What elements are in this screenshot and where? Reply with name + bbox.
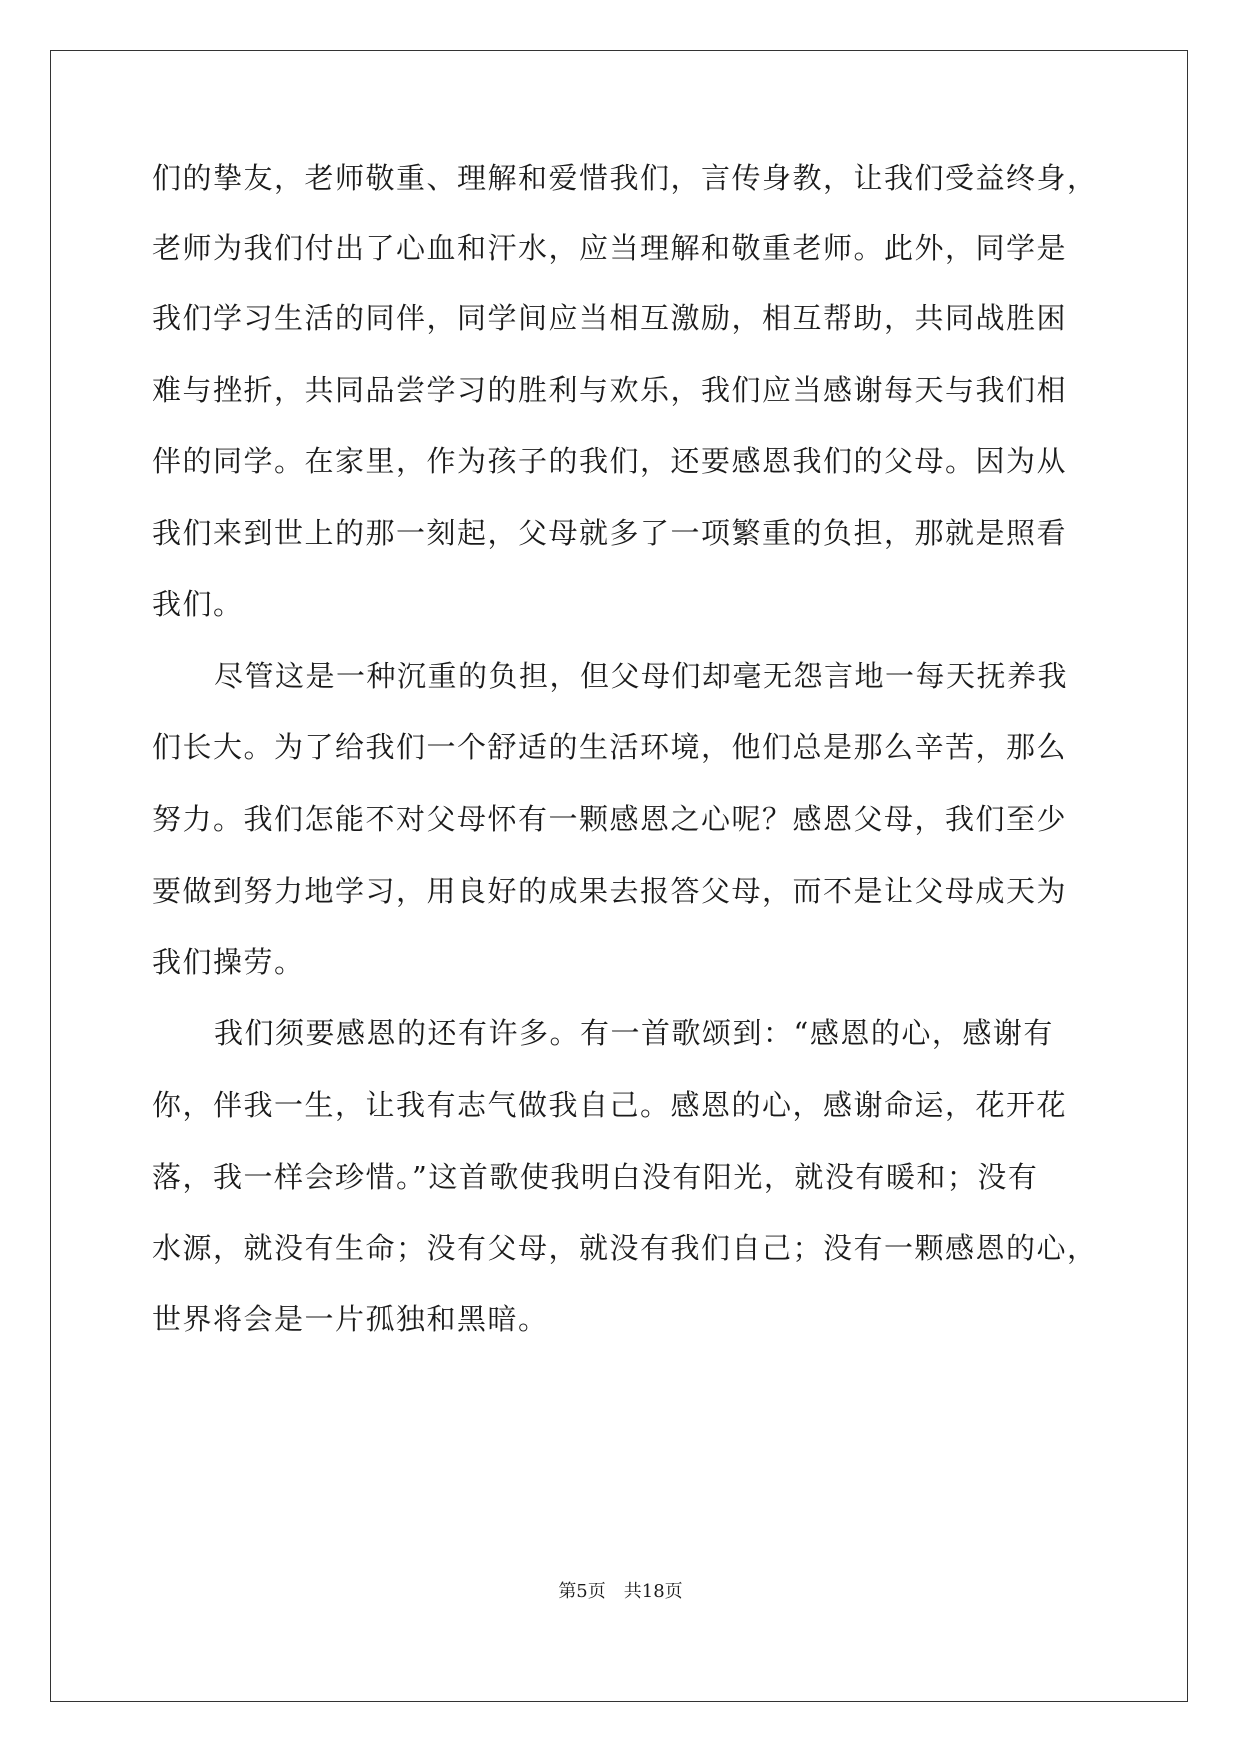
text-line: 我们学习生活的同伴，同学间应当相互激励，相互帮助，共同战胜困 bbox=[152, 301, 1068, 335]
text-line: 我们。 bbox=[152, 587, 244, 621]
text-line: 我们来到世上的那一刻起，父母就多了一项繁重的负担，那就是照看 bbox=[152, 516, 1068, 550]
text-line: 们的挚友，老师敬重、理解和爱惜我们，言传身教，让我们受益终身， bbox=[152, 161, 1098, 195]
text-line: 难与挫折，共同品尝学习的胜利与欢乐，我们应当感谢每天与我们相 bbox=[152, 373, 1068, 407]
text-line: 努力。我们怎能不对父母怀有一颗感恩之心呢？感恩父母，我们至少 bbox=[152, 802, 1068, 836]
page-footer bbox=[0, 1580, 1241, 1604]
paragraph-first-line: 尽管这是一种沉重的负担，但父母们却毫无怨言地一每天抚养我 bbox=[214, 659, 1069, 693]
text-line: 老师为我们付出了心血和汗水，应当理解和敬重老师。此外，同学是 bbox=[152, 231, 1068, 265]
text-line: 水源，就没有生命；没有父母，就没有我们自己；没有一颗感恩的心， bbox=[152, 1231, 1098, 1265]
page-number: 第5页 bbox=[558, 1581, 606, 1602]
text-line: 我们操劳。 bbox=[152, 945, 305, 979]
page-total: 共18页 bbox=[623, 1581, 683, 1602]
paragraph-first-line: 我们须要感恩的还有许多。有一首歌颂到：“感恩的心，感谢有 bbox=[214, 1016, 1054, 1050]
text-line: 落，我一样会珍惜。”这首歌使我明白没有阳光，就没有暖和；没有 bbox=[152, 1160, 1039, 1194]
text-line: 伴的同学。在家里，作为孩子的我们，还要感恩我们的父母。因为从 bbox=[152, 444, 1068, 478]
text-line: 世界将会是一片孤独和黑暗。 bbox=[152, 1302, 549, 1336]
text-line: 你，伴我一生，让我有志气做我自己。感恩的心，感谢命运，花开花 bbox=[152, 1088, 1068, 1122]
text-line: 们长大。为了给我们一个舒适的生活环境，他们总是那么辛苦，那么 bbox=[152, 730, 1068, 764]
text-line: 要做到努力地学习，用良好的成果去报答父母，而不是让父母成天为 bbox=[152, 874, 1068, 908]
